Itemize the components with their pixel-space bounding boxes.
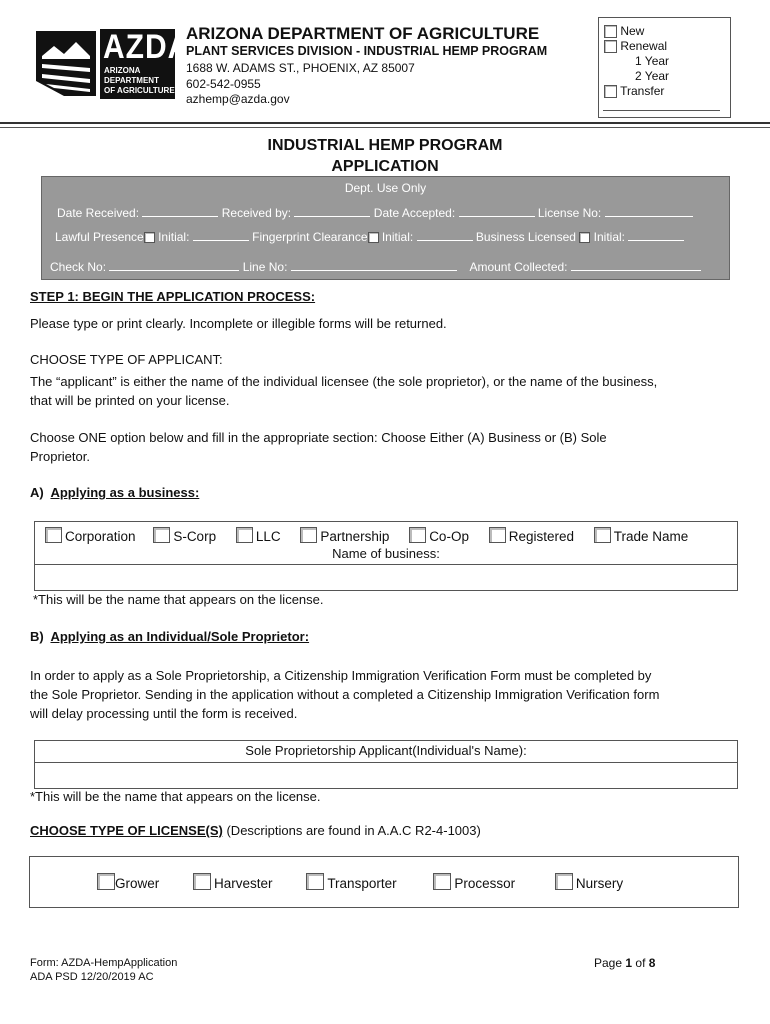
business-type-table bbox=[34, 521, 738, 591]
license-no-field[interactable] bbox=[605, 205, 693, 217]
received-by-label: Received by: bbox=[221, 206, 292, 220]
business-licensed-label: Business Licensed bbox=[475, 230, 576, 244]
harvester-option[interactable]: Harvester bbox=[193, 876, 273, 891]
check-no-label: Check No: bbox=[50, 260, 107, 274]
fingerprint-label: Fingerprint Clearance bbox=[252, 230, 368, 244]
received-by-field[interactable] bbox=[294, 205, 370, 217]
transfer-label: Transfer bbox=[620, 84, 665, 98]
amount-collected-label: Amount Collected: bbox=[469, 260, 568, 274]
corporation-option[interactable]: Corporation bbox=[45, 529, 136, 544]
business-initial-label: Initial: bbox=[593, 230, 625, 244]
application-type-box bbox=[598, 17, 731, 118]
section-a-note: *This will be the name that appears on the license. bbox=[33, 592, 324, 607]
choose-one-instruction: Choose ONE option below and fill in the appropriate section: Choose Either (A) Business or (B) Sole Proprietor. bbox=[30, 430, 607, 464]
header-divider-thin bbox=[0, 127, 770, 128]
co-op-option[interactable]: Co-Op bbox=[409, 529, 469, 544]
section-b-note: *This will be the name that appears on the license. bbox=[30, 789, 321, 804]
header-divider bbox=[0, 122, 770, 124]
form-title: INDUSTRIAL HEMP PROGRAM APPLICATION bbox=[267, 137, 503, 175]
agency-address: 1688 W. ADAMS ST., PHOENIX, AZ 85007 bbox=[186, 61, 415, 75]
trade-name-option[interactable]: Trade Name bbox=[594, 529, 689, 544]
dept-use-heading: Dept. Use Only bbox=[344, 181, 427, 195]
sole-proprietor-label: Sole Proprietorship Applicant(Individual's Name): bbox=[245, 743, 527, 758]
license-type-box bbox=[29, 856, 739, 908]
processor-option[interactable]: Processor bbox=[433, 876, 515, 891]
grower-option[interactable]: Grower bbox=[97, 876, 159, 891]
section-a-heading: A) Applying as a business: bbox=[30, 485, 200, 500]
agency-email: azhemp@azda.gov bbox=[186, 92, 290, 106]
fingerprint-initial-label: Initial: bbox=[381, 230, 414, 244]
lawful-initial-label: Initial: bbox=[158, 230, 190, 244]
new-label: New bbox=[620, 24, 645, 38]
application-type-line bbox=[603, 110, 720, 111]
dept-use-only-panel bbox=[41, 176, 730, 280]
sole-proprietor-table bbox=[34, 740, 738, 789]
registered-option[interactable]: Registered bbox=[489, 529, 574, 544]
choose-applicant-heading: CHOOSE TYPE OF APPLICANT: bbox=[30, 352, 223, 367]
date-received-field[interactable] bbox=[142, 205, 218, 217]
date-received-label: Date Received: bbox=[57, 206, 140, 220]
fingerprint-initial-field[interactable] bbox=[417, 229, 473, 241]
two-year-label: 2 Year bbox=[635, 69, 670, 83]
section-b-heading: B) Applying as an Individual/Sole Proprietor: bbox=[30, 629, 310, 644]
lawful-initial-field[interactable] bbox=[193, 229, 249, 241]
new-checkbox[interactable] bbox=[604, 25, 617, 38]
date-accepted-field[interactable] bbox=[459, 205, 535, 217]
renewal-label: Renewal bbox=[620, 39, 668, 53]
division-name: PLANT SERVICES DIVISION - INDUSTRIAL HEMP PROGRAM bbox=[186, 44, 548, 58]
date-accepted-label: Date Accepted: bbox=[373, 206, 456, 220]
business-name-label: Name of business: bbox=[332, 546, 440, 561]
section-b-paragraph: In order to apply as a Sole Proprietorship, a Citizenship Immigration Verification Form must be completed by the Sole Proprietor. Sending in the application without a completed a Citizenship Immigration Verification form will delay processing until the form is received. bbox=[30, 668, 660, 721]
transfer-checkbox[interactable] bbox=[604, 85, 617, 98]
logo-text: AZDA bbox=[103, 28, 191, 66]
check-no-field[interactable] bbox=[109, 259, 239, 271]
step1-instruction: Please type or print clearly. Incomplete or illegible forms will be returned. bbox=[30, 316, 447, 331]
llc-option[interactable]: LLC bbox=[236, 529, 281, 544]
page-number: Page 1 of 8 bbox=[594, 956, 656, 970]
agency-name: ARIZONA DEPARTMENT OF AGRICULTURE bbox=[186, 24, 540, 43]
line-no-label: Line No: bbox=[242, 260, 288, 274]
one-year-label: 1 Year bbox=[635, 54, 670, 68]
logo-subtext: ARIZONA DEPARTMENT OF AGRICULTURE bbox=[104, 66, 175, 95]
s-corp-option[interactable]: S-Corp bbox=[153, 529, 216, 544]
fingerprint-checkbox[interactable] bbox=[368, 232, 379, 243]
footer-form-id: Form: AZDA-HempApplication ADA PSD 12/20/2019 AC bbox=[30, 957, 178, 983]
license-no-label: License No: bbox=[537, 206, 602, 220]
lawful-presence-label: Lawful Presence bbox=[55, 230, 144, 244]
agency-phone: 602-542-0955 bbox=[186, 77, 261, 91]
business-name-field[interactable] bbox=[35, 564, 737, 591]
license-heading: CHOOSE TYPE OF LICENSE(S) (Descriptions are found in A.A.C R2-4-1003) bbox=[30, 823, 481, 838]
business-initial-field[interactable] bbox=[628, 229, 684, 241]
renewal-checkbox[interactable] bbox=[604, 40, 617, 53]
sole-proprietor-name-field[interactable] bbox=[35, 762, 737, 789]
lawful-presence-checkbox[interactable] bbox=[144, 232, 155, 243]
business-licensed-checkbox[interactable] bbox=[579, 232, 590, 243]
nursery-option[interactable]: Nursery bbox=[555, 876, 623, 891]
business-type-options bbox=[45, 527, 688, 544]
transporter-option[interactable]: Transporter bbox=[306, 876, 396, 891]
step1-heading: STEP 1: BEGIN THE APPLICATION PROCESS: bbox=[30, 289, 316, 304]
line-no-field[interactable] bbox=[291, 259, 457, 271]
applicant-definition: The “applicant” is either the name of the individual licensee (the sole proprietor), or the name of the business, that will be printed on your license. bbox=[30, 374, 658, 408]
partnership-option[interactable]: Partnership bbox=[300, 529, 389, 544]
amount-collected-field[interactable] bbox=[571, 259, 701, 271]
